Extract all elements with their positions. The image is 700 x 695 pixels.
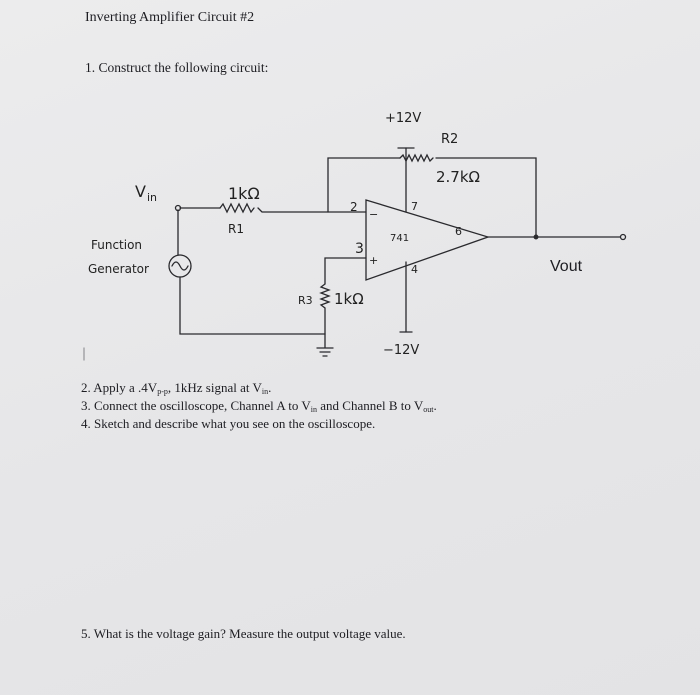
- r2-name: R2: [441, 132, 459, 147]
- pin-4-label: 4: [411, 263, 418, 276]
- step-4: 4. Sketch and describe what you see on the oscilloscope.: [81, 416, 376, 431]
- sine-icon: [172, 262, 188, 270]
- r1-name: R1: [228, 222, 244, 236]
- wire-noninv-r3: [325, 258, 366, 284]
- r3-resistor: [321, 284, 329, 334]
- pin-2-label: 2: [350, 200, 358, 214]
- pin-3-label: 3: [355, 241, 364, 257]
- instructions: [81, 381, 437, 431]
- vplus-label: +12V: [385, 111, 422, 126]
- r3-label: R3: [298, 294, 313, 307]
- opamp-triangle: [366, 200, 488, 280]
- r2-value: 2.7kΩ: [436, 168, 481, 186]
- step-3: 3. Connect the oscilloscope, Channel A to $V_{in}$ and Channel B to $V_{out}$.: [81, 398, 437, 414]
- step-1: 1. Construct the following circuit:: [85, 60, 269, 75]
- vin-label: V: [135, 182, 146, 201]
- ground-icon: [317, 334, 333, 356]
- output-node: [534, 235, 538, 239]
- pin-6-label: 6: [455, 225, 462, 238]
- source-label-2: Generator: [88, 262, 149, 276]
- step-2: 2. Apply a $.4V_{p-p}$, 1kHz signal at $V_{in}$.: [81, 380, 272, 396]
- noninv-sign: +: [369, 254, 379, 267]
- source-label-1: Function: [91, 238, 143, 252]
- r2-resistor: [400, 155, 433, 161]
- opamp-label: 741: [390, 233, 410, 244]
- step-5: 5. What is the voltage gain? Measure the output voltage value.: [81, 626, 406, 641]
- pin-7-label: 7: [411, 200, 418, 213]
- wire-feedback-left: [328, 158, 400, 212]
- vminus-label: −12V: [383, 343, 420, 358]
- inv-sign: −: [369, 208, 379, 221]
- r1-value: 1kΩ: [228, 184, 260, 203]
- page-title: Inverting Amplifier Circuit #2: [85, 10, 255, 25]
- vin-sub: in: [147, 191, 158, 204]
- r3-value: 1kΩ: [334, 290, 364, 308]
- r1-resistor: [220, 204, 254, 212]
- vout-terminal: [621, 235, 626, 240]
- vout-label: Vout: [550, 258, 583, 275]
